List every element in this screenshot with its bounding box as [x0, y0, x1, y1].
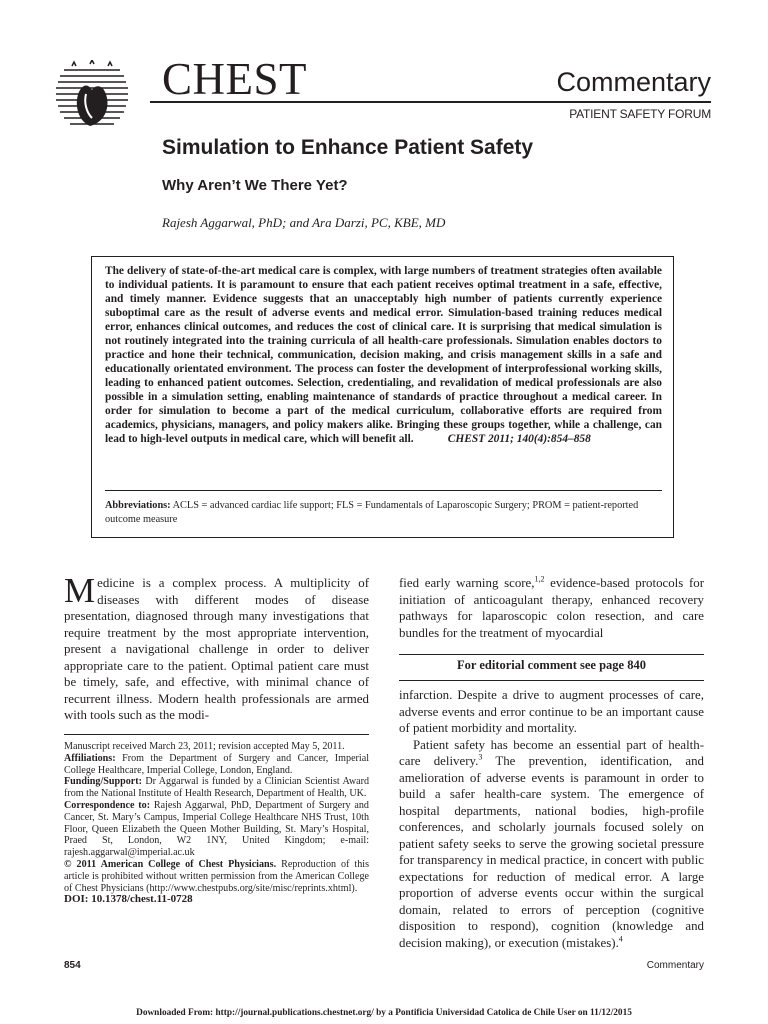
citation-ref[interactable]: 4 [618, 934, 623, 944]
paragraph: infarction. Despite a drive to augment processes of care, adverse events and error continue to be an important cause of patient morbidity and mortality. [399, 688, 704, 735]
affiliations-label: Affiliations: [64, 752, 116, 764]
citation-ref[interactable]: 3 [478, 752, 483, 762]
abstract-citation: CHEST 2011; 140(4):854–858 [447, 433, 591, 445]
paragraph-text: Patient safety has become an essential part of health-care delivery. [399, 737, 704, 768]
affiliations [64, 753, 369, 777]
article-title: Simulation to Enhance Patient Safety [162, 136, 534, 159]
abstract-divider [105, 490, 662, 491]
forum-label: PATIENT SAFETY FORUM [569, 107, 711, 121]
paragraph [399, 737, 704, 952]
right-top-text-a: fied early warning score, [399, 576, 535, 590]
article-subtitle: Why Aren’t We There Yet? [162, 177, 348, 194]
funding-label: Funding/Support: [64, 776, 142, 788]
abstract-body: The delivery of state-of-the-art medical care is complex, with large numbers of treatment strategies often available to individual patients. It is paramount to ensure that each patient receives optimal treatment in a safe, effective, and timely manner. Evidence suggests that an unacceptably high number of patients currently experience suboptimal care as the result of adverse events and medical error. Simulation-based training reduces medical error, enhances clinical outcomes, and reduces the cost of clinical care. It is surprising that medical simulation is not routinely integrated into the training curricula of all health-care professionals. Simulation enables doctors to practice and hone their technical, communication, decision making, and crisis management skills in a safe and educationally orientated environment. The process can foster the development of interprofessional working skills, leading to enhanced patient outcomes. Selection, credentialing, and revalidation of medical professionals are also possible in a simulation setting, enabling maintenance of standards of practice throughout a medical career. In order for simulation to become a part of the medical curriculum, collaborative efforts are required from academics, physicians, managers, and policy makers alike. Bringing these groups together, while a challenge, can lead to high-level outputs in medical care, which will benefit all. [105, 265, 662, 445]
funding [64, 776, 369, 800]
header-rule [150, 101, 711, 103]
journal-name: CHEST [162, 54, 308, 104]
doi[interactable]: DOI: 10.1378/chest.11-0728 [64, 893, 193, 906]
article-authors: Rajesh Aggarwal, PhD; and Ara Darzi, PC, KBE, MD [162, 215, 446, 230]
correspondence [64, 800, 369, 859]
page-number: 854 [64, 960, 81, 971]
abbreviations-text: ACLS = advanced cardiac life support; FLS = Fundamentals of Laparoscopic Surgery; PROM = patient-reported outcome measure [105, 500, 639, 525]
chest-logo-icon [50, 60, 134, 136]
right-top-text-b: evidence-based protocols for initiation of anticoagulant therapy, enhanced recovery pathways for laparoscopic colon resection, and care bundles for the treatment of myocardial [399, 576, 704, 640]
correspondence-label: Correspondence to: [64, 799, 151, 811]
correspondence-text: Rajesh Aggarwal, PhD, Department of Surgery and Cancer, St. Mary’s Campus, Imperial College Healthcare NHS Trust, 10th Floor, Queen Elizabeth the Queen Mother Building, St. Mary’s Hospital, Praed St, London, W2 1NY, United Kingdom; e-mail: rajesh.aggarwal@imperial.ac.uk [64, 799, 369, 859]
editorial-rule-bottom [399, 680, 704, 681]
abstract-text [105, 264, 662, 446]
copyright-text: Reproduction of this article is prohibited without written permission from the American College of Chest Physicians (http://www.chestpubs.org/site/misc/reprints.xhtml). [64, 858, 369, 894]
copyright-label: © 2011 American College of Chest Physicians. [64, 858, 277, 870]
body-right-column-bottom [399, 687, 704, 951]
drop-cap: M [64, 571, 96, 610]
body-left-text: edicine is a complex process. A multiplicity of diseases with different modes of disease presentation, diagnosed through many investigations that require treatment by the most appropriate intervention, present a navigational challenge in order to deliver appropriate care to the patient. Optimal patient care must be timely, safe, and effective, with minimal chance of recurrent illness. Modern health professionals are armed with tools such as the modi- [64, 576, 369, 722]
footnotes [64, 741, 369, 906]
affiliations-text: From the Department of Surgery and Cancer, Imperial College Healthcare, Imperial College, London, England. [64, 752, 369, 776]
editorial-comment-link[interactable]: For editorial comment see page 840 [457, 658, 646, 672]
editorial-rule-top [399, 654, 704, 655]
body-right-column-top [399, 575, 704, 641]
footnote-rule [64, 734, 369, 735]
abbreviations [105, 499, 662, 527]
paragraph-text: The prevention, identification, and amelioration of adverse events is paramount in order to build a safer health-care system. The emergence of hospital departments, national bodies, high-profile conferences, and scholarly journals focused solely on patient safety seeks to serve the growing societal pressure for transparency in medical practice, in concert with public expectations for reduction of medical error. A large proportion of adverse events occur within the surgical domain, related to errors of perception (cognitive disposition to respond), cognition (knowledge and decision making), or execution (mistakes). [399, 754, 704, 950]
manuscript-received: Manuscript received March 23, 2011; revision accepted May 5, 2011. [64, 741, 345, 752]
copyright [64, 859, 369, 894]
citation-ref[interactable]: 1,2 [534, 574, 545, 584]
abbreviations-label: Abbreviations: [105, 500, 171, 511]
funding-text: Dr Aggarwal is funded by a Clinician Scientist Award from the National Institute of Health Research, Department of Health, UK. [64, 776, 369, 800]
running-head: Commentary [646, 960, 704, 971]
download-notice: Downloaded From: http://journal.publications.chestnet.org/ by a Pontificia Universidad Catolica de Chile User on 11/12/2015 [136, 1008, 632, 1018]
section-label: Commentary [556, 67, 711, 97]
body-left-column [64, 571, 369, 724]
